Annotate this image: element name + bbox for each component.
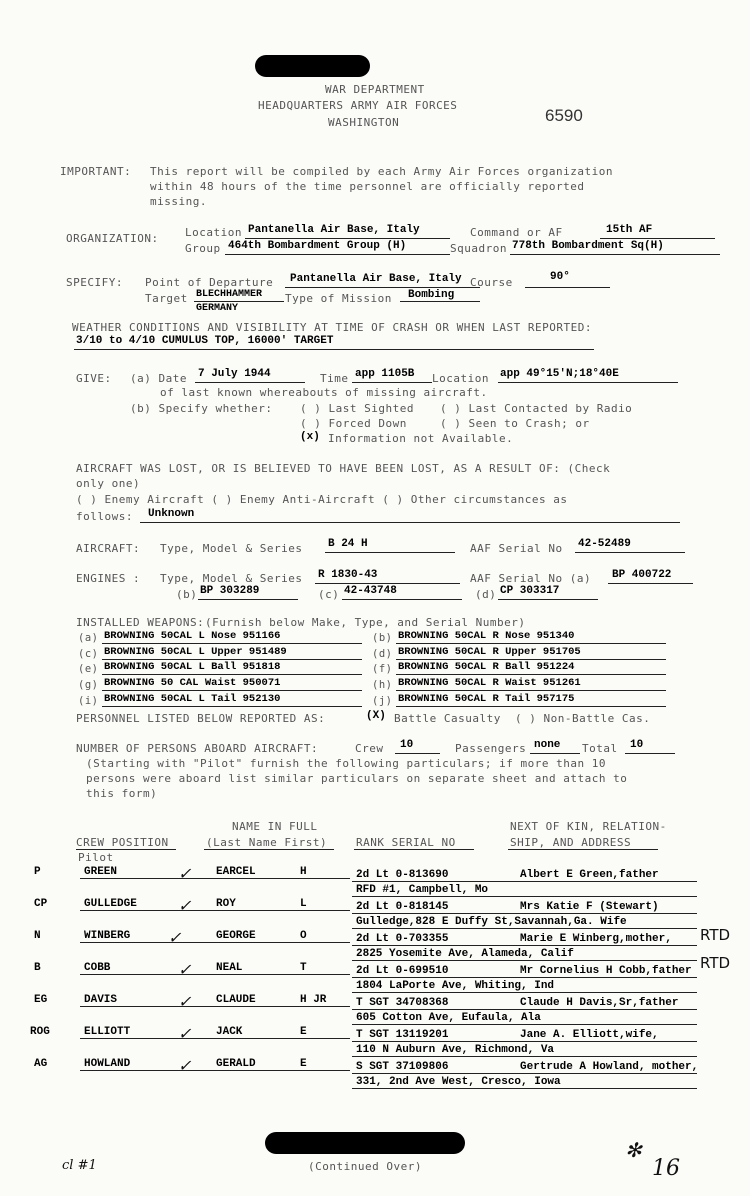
crew-last-name: GULLEDGE [84, 898, 137, 910]
engines-type-value: R 1830-43 [318, 569, 378, 581]
weapon-right-value: BROWNING 50CAL R Waist 951261 [398, 677, 581, 689]
returned-to-duty-note: RTD [700, 954, 731, 972]
page-scribble: ✻ [625, 1138, 642, 1162]
aircraft-serial-value: 42-52489 [578, 538, 631, 550]
weapon-left-value: BROWNING 50CAL L Tail 952130 [104, 693, 281, 705]
weather-label: WEATHER CONDITIONS AND VISIBILITY AT TIME OF CRASH OR WHEN LAST REPORTED: [72, 321, 592, 334]
report-number: 6590 [545, 106, 583, 125]
crew-rank-serial: S SGT 37109806 [356, 1061, 449, 1073]
important-text-1: This report will be compiled by each Army Air Forces organization [150, 165, 613, 178]
crew-next-of-kin: Mrs Katie F (Stewart) [520, 901, 659, 913]
header-department: WAR DEPARTMENT [325, 83, 425, 96]
crew-last-name: WINBERG [84, 930, 131, 942]
crew-position-code: ROG [30, 1026, 50, 1038]
weather-value: 3/10 to 4/10 CUMULUS TOP, 16000' TARGET [76, 335, 334, 347]
command-label: Command or AF [470, 226, 563, 239]
col-rank-serial: RANK SERIAL NO [356, 836, 456, 849]
lost-line-1: AIRCRAFT WAS LOST, OR IS BELIEVED TO HAVE BEEN LOST, AS A RESULT OF: (Check [76, 462, 611, 475]
weapon-left-key: (i) [78, 695, 99, 707]
crew-rank-serial: 2d Lt 0-703355 [356, 933, 449, 945]
crew-middle-initial: L [300, 898, 307, 910]
crew-next-of-kin: Marie E Winberg,mother, [520, 933, 672, 945]
crew-first-name: EARCEL [216, 866, 256, 878]
crew-next-of-kin: Claude H Davis,Sr,father [520, 997, 679, 1009]
check-mark-icon: ✓ [178, 1056, 192, 1075]
engines-type-label: Type, Model & Series [160, 572, 303, 585]
crew-next-of-kin: Jane A. Elliott,wife, [520, 1029, 659, 1041]
give-location-label: Location [432, 372, 489, 385]
crew-kin-address: 1804 LaPorte Ave, Whiting, Ind [356, 980, 555, 992]
lost-follows-value: Unknown [148, 508, 195, 520]
give-last-known: of last known whereabouts of missing aircraft. [160, 386, 488, 399]
engines-c-label: (c) [318, 588, 340, 601]
passengers-value: none [534, 739, 561, 751]
check-mark-icon: ✓ [178, 992, 192, 1011]
crew-rank-serial: 2d Lt 0-818145 [356, 901, 449, 913]
lost-line-2: only one) [76, 477, 141, 490]
weapon-right-key: (b) [372, 632, 393, 644]
crew-label: Crew [355, 742, 384, 755]
important-text-3: missing. [150, 195, 207, 208]
crew-kin-address: 2825 Yosemite Ave, Alameda, Calif [356, 948, 574, 960]
give-location-value: app 49°15'N;18°40E [500, 368, 619, 380]
weapon-left-value: BROWNING 50CAL L Ball 951818 [104, 661, 281, 673]
crew-kin-address: 110 N Auburn Ave, Richmond, Va [356, 1044, 555, 1056]
non-battle-label: ( ) Non-Battle Cas. [515, 712, 651, 725]
footer-class: cl #1 [62, 1158, 97, 1173]
aircraft-serial-label: AAF Serial No [470, 542, 563, 555]
give-option-radio: ( ) Last Contacted by Radio [440, 402, 633, 415]
crew-middle-initial: E [300, 1026, 307, 1038]
group-label: Group [185, 242, 221, 255]
pilot-label: Pilot [78, 851, 114, 864]
crew-middle-initial: E [300, 1058, 307, 1070]
give-option-forced-down: ( ) Forced Down [300, 417, 407, 430]
important-label: IMPORTANT: [60, 165, 132, 178]
engines-serial-c: 42-43748 [344, 585, 397, 597]
crew-position-code: N [34, 930, 41, 942]
crew-middle-initial: H JR [300, 994, 327, 1006]
crew-position-code: EG [34, 994, 48, 1006]
crew-kin-address: Gulledge,828 E Duffy St,Savannah,Ga. Wife [356, 916, 627, 928]
target-label: Target [145, 292, 188, 305]
give-label: GIVE: [76, 372, 112, 385]
course-label: Course [470, 276, 513, 289]
give-date-label: (a) Date [130, 372, 187, 385]
mission-value: Bombing [408, 289, 455, 301]
crew-middle-initial: H [300, 866, 307, 878]
crew-first-name: NEAL [216, 962, 243, 974]
check-mark-icon: ✓ [178, 960, 192, 979]
crew-kin-address: RFD #1, Campbell, Mo [356, 884, 489, 896]
col-next-of-kin: NEXT OF KIN, RELATION- [510, 820, 667, 833]
squadron-value: 778th Bombardment Sq(H) [512, 240, 664, 252]
header-hq: HEADQUARTERS ARMY AIR FORCES [258, 99, 458, 112]
weapon-right-key: (d) [372, 648, 393, 660]
crew-first-name: GEORGE [216, 930, 256, 942]
crew-position-code: AG [34, 1058, 48, 1070]
give-option-last-sighted: ( ) Last Sighted [300, 402, 414, 415]
page-number: 16 [652, 1156, 680, 1181]
persons-instruction-3: this form) [86, 787, 158, 800]
crew-next-of-kin: Gertrude A Howland, mother, [520, 1061, 699, 1073]
returned-to-duty-note: RTD [700, 926, 731, 944]
check-mark-icon: ✓ [178, 1024, 192, 1043]
col-name-order: (Last Name First) [206, 836, 328, 849]
crew-value: 10 [400, 739, 414, 751]
weapon-right-value: BROWNING 50CAL R Upper 951705 [398, 646, 581, 658]
group-value: 464th Bombardment Group (H) [228, 240, 407, 252]
target-country: GERMANY [196, 303, 239, 314]
departure-label: Point of Departure [145, 276, 274, 289]
mission-label: Type of Mission [285, 292, 392, 305]
check-mark-icon: ✓ [178, 896, 192, 915]
command-value: 15th AF [606, 224, 653, 236]
give-specify-label: (b) Specify whether: [130, 402, 273, 415]
give-date-value: 7 July 1944 [198, 368, 271, 380]
specify-label: SPECIFY: [66, 276, 123, 289]
crew-last-name: HOWLAND [84, 1058, 131, 1070]
weapon-left-key: (e) [78, 663, 99, 675]
crew-kin-address: 331, 2nd Ave West, Cresco, Iowa [356, 1076, 561, 1088]
weapon-left-value: BROWNING 50 CAL Waist 950071 [104, 677, 281, 689]
lost-follows-label: follows: [76, 510, 133, 523]
give-option-info: Information not Available. [328, 432, 514, 445]
organization-label: ORGANIZATION: [66, 232, 159, 245]
give-option-crash: ( ) Seen to Crash; or [440, 417, 590, 430]
aircraft-label: AIRCRAFT: [76, 542, 141, 555]
course-value: 90° [550, 271, 570, 283]
give-time-label: Time [320, 372, 349, 385]
crew-position-code: P [34, 866, 41, 878]
engines-serial-d: CP 303317 [500, 585, 560, 597]
weapon-left-key: (c) [78, 648, 99, 660]
weapon-right-key: (h) [372, 679, 393, 691]
crew-last-name: COBB [84, 962, 111, 974]
weapon-right-value: BROWNING 50CAL R Tail 957175 [398, 693, 575, 705]
crew-rank-serial: T SGT 13119201 [356, 1029, 449, 1041]
crew-first-name: ROY [216, 898, 236, 910]
crew-next-of-kin: Albert E Green,father [520, 869, 659, 881]
total-value: 10 [630, 739, 644, 751]
location-value: Pantanella Air Base, Italy [248, 224, 420, 236]
crew-rank-serial: T SGT 34708368 [356, 997, 449, 1009]
weapon-right-value: BROWNING 50CAL R Nose 951340 [398, 630, 575, 642]
col-kin-address: SHIP, AND ADDRESS [510, 836, 632, 849]
check-mark-icon: ✓ [168, 928, 182, 947]
continued-over: (Continued Over) [308, 1160, 422, 1173]
persons-aboard-label: NUMBER OF PERSONS ABOARD AIRCRAFT: [76, 742, 319, 755]
weapon-left-value: BROWNING 50CAL L Nose 951166 [104, 630, 281, 642]
aircraft-type-value: B 24 H [328, 538, 368, 550]
header-city: WASHINGTON [328, 116, 400, 129]
crew-next-of-kin: Mr Cornelius H Cobb,father [520, 965, 692, 977]
lost-line-3: ( ) Enemy Aircraft ( ) Enemy Anti-Aircraft ( ) Other circumstances as [76, 493, 568, 506]
redaction-bottom [265, 1132, 465, 1154]
weapon-right-key: (j) [372, 695, 393, 707]
crew-rank-serial: 2d Lt 0-813690 [356, 869, 449, 881]
crew-position-code: B [34, 962, 41, 974]
total-label: Total [582, 742, 618, 755]
crew-first-name: JACK [216, 1026, 243, 1038]
check-mark-icon: ✓ [178, 864, 192, 883]
persons-instruction-1: (Starting with "Pilot" furnish the following particulars; if more than 10 [86, 757, 606, 770]
target-value: BLECHHAMMER [196, 289, 263, 300]
give-option-info-mark: (x) [300, 431, 320, 443]
location-label: Location [185, 226, 242, 239]
crew-middle-initial: T [300, 962, 307, 974]
col-name-full: NAME IN FULL [232, 820, 318, 833]
crew-last-name: GREEN [84, 866, 118, 878]
engines-b-label: (b) [176, 588, 198, 601]
engines-serial-a: BP 400722 [612, 569, 672, 581]
important-text-2: within 48 hours of the time personnel are officially reported [150, 180, 585, 193]
squadron-label: Squadron [450, 242, 507, 255]
weapon-right-key: (f) [372, 663, 393, 675]
battle-casualty-mark: (X) [366, 710, 386, 722]
persons-instruction-2: persons were aboard list similar particulars on separate sheet and attach to [86, 772, 628, 785]
crew-position-code: CP [34, 898, 48, 910]
crew-middle-initial: O [300, 930, 307, 942]
crew-last-name: ELLIOTT [84, 1026, 131, 1038]
engines-serial-label: AAF Serial No (a) [470, 572, 592, 585]
engines-d-label: (d) [475, 588, 497, 601]
crew-first-name: CLAUDE [216, 994, 256, 1006]
engines-label: ENGINES : [76, 572, 141, 585]
give-time-value: app 1105B [355, 368, 415, 380]
col-crew-position: CREW POSITION [76, 836, 169, 849]
crew-first-name: GERALD [216, 1058, 256, 1070]
engines-serial-b: BP 303289 [200, 585, 260, 597]
crew-kin-address: 605 Cotton Ave, Eufaula, Ala [356, 1012, 541, 1024]
weapons-instruction: (Furnish below Make, Type, and Serial Number) [205, 616, 526, 629]
departure-value: Pantanella Air Base, Italy [290, 273, 462, 285]
weapon-left-key: (a) [78, 632, 99, 644]
weapons-label: INSTALLED WEAPONS: [76, 616, 205, 629]
passengers-label: Passengers [455, 742, 527, 755]
crew-rank-serial: 2d Lt 0-699510 [356, 965, 449, 977]
redaction-top [255, 55, 370, 77]
weapon-left-value: BROWNING 50CAL L Upper 951489 [104, 646, 287, 658]
battle-casualty-label: Battle Casualty [394, 712, 501, 725]
personnel-reported-label: PERSONNEL LISTED BELOW REPORTED AS: [76, 712, 326, 725]
crew-last-name: DAVIS [84, 994, 118, 1006]
weapon-right-value: BROWNING 50CAL R Ball 951224 [398, 661, 575, 673]
aircraft-type-label: Type, Model & Series [160, 542, 303, 555]
weapon-left-key: (g) [78, 679, 99, 691]
